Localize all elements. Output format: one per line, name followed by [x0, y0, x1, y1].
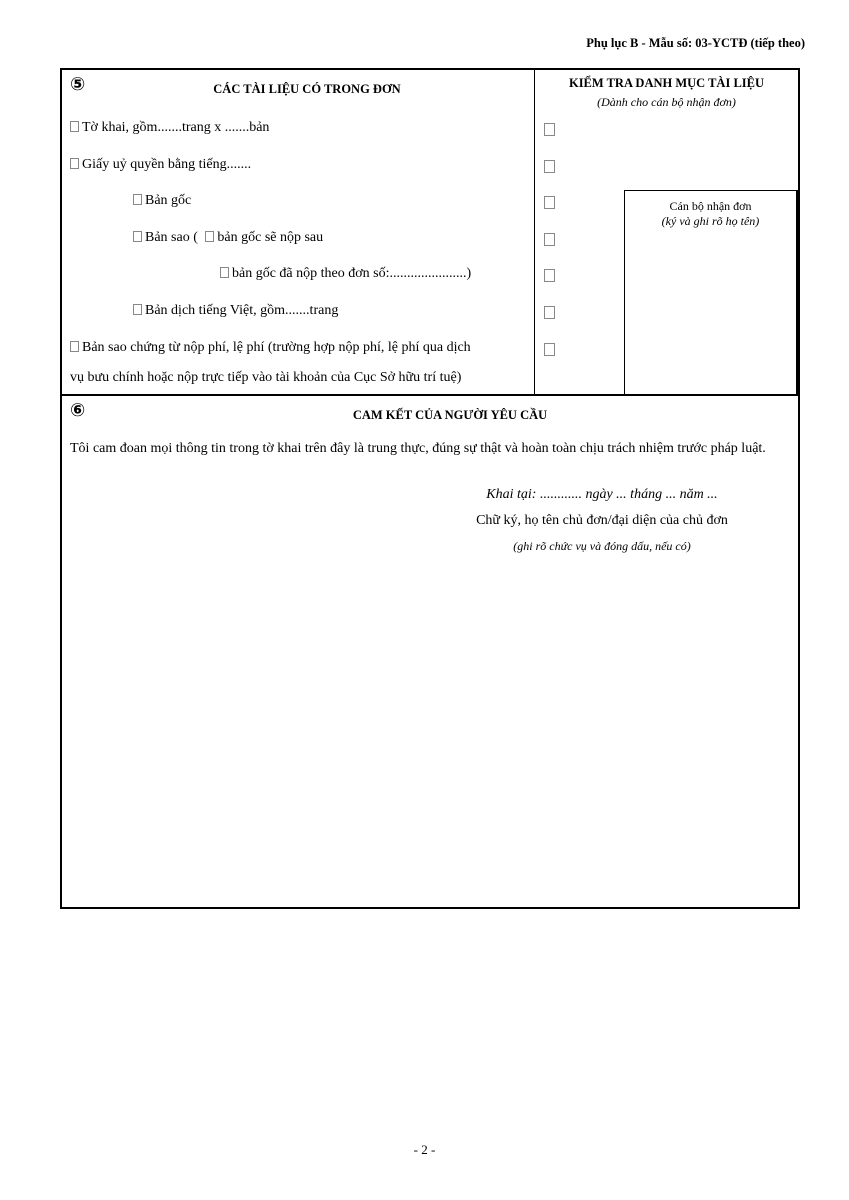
verify-checkbox[interactable] [544, 306, 555, 319]
officer-title: Cán bộ nhận đơn [669, 199, 752, 213]
checkbox[interactable] [133, 304, 142, 315]
checkbox[interactable] [70, 121, 79, 132]
signature-label: Chữ ký, họ tên chủ đơn/đại diện của chủ đơn [476, 513, 728, 528]
section-number: ⑤ [70, 74, 86, 95]
item-original-submitted [220, 265, 471, 283]
item-declaration [70, 119, 269, 137]
section-title: CAM KẾT CỦA NGƯỜI YÊU CẦU [352, 408, 548, 422]
item-label: Bản sao chứng từ nộp phí, lệ phí (trường hợp nộp phí, lệ phí qua dịch [82, 340, 471, 355]
signature-note: (ghi rõ chức vụ và đóng dấu, nếu có) [513, 539, 691, 553]
item-fee-receipt-cont [70, 369, 461, 387]
commitment-statement: Tôi cam đoan mọi thông tin trong tờ khai trên đây là trung thực, đúng sự thật và hoàn toàn chịu trách nhiệm trước pháp luật. [70, 441, 766, 456]
item-label: Giấy uỷ quyền bằng tiếng....... [82, 157, 252, 172]
verify-checkbox[interactable] [544, 123, 555, 136]
item-fee-receipt [70, 339, 471, 357]
verify-checkbox[interactable] [544, 343, 555, 356]
item-original [133, 192, 191, 210]
place-date-line[interactable]: Khai tại: ............ ngày ... tháng ... năm ... [486, 487, 718, 502]
check-title: KIỂM TRA DANH MỤC TÀI LIỆU [568, 76, 765, 90]
item-label: Bản dịch tiếng Việt, gồm.......trang [145, 303, 339, 318]
verify-checkbox[interactable] [544, 160, 555, 173]
form-reference: Phụ lục B - Mẫu số: 03-YCTĐ (tiếp theo) [586, 36, 805, 50]
item-label: bản gốc đã nộp theo đơn số:......................) [232, 266, 472, 281]
verify-checkbox[interactable] [544, 269, 555, 282]
checkbox[interactable] [133, 231, 142, 242]
item-copy [133, 229, 323, 247]
item-label: vụ bưu chính hoặc nộp trực tiếp vào tài khoản của Cục Sở hữu trí tuệ) [70, 370, 462, 385]
item-label: Bản sao ( [145, 230, 198, 245]
section-title: CÁC TÀI LIỆU CÓ TRONG ĐƠN [213, 82, 401, 96]
checkbox[interactable] [70, 158, 79, 169]
checkbox[interactable] [205, 231, 214, 242]
item-label: bản gốc sẽ nộp sau [217, 230, 324, 245]
documents-section [60, 68, 800, 396]
checkbox[interactable] [220, 267, 229, 278]
item-label: Tờ khai, gồm.......trang x .......bản [82, 120, 270, 135]
checkbox[interactable] [70, 341, 79, 352]
commitment-section [60, 394, 800, 909]
page-number: - 2 - [413, 1142, 436, 1157]
section-number: ⑥ [70, 400, 86, 421]
item-label: Bản gốc [145, 193, 192, 208]
officer-subtitle: (ký và ghi rõ họ tên) [661, 214, 760, 228]
officer-signature-box[interactable] [624, 190, 798, 395]
verify-checkbox[interactable] [544, 196, 555, 209]
check-subtitle: (Dành cho cán bộ nhận đơn) [597, 95, 736, 109]
column-divider [534, 70, 535, 395]
item-translation [133, 302, 338, 320]
item-authorization [70, 156, 251, 174]
verify-checkbox[interactable] [544, 233, 555, 246]
checkbox[interactable] [133, 194, 142, 205]
